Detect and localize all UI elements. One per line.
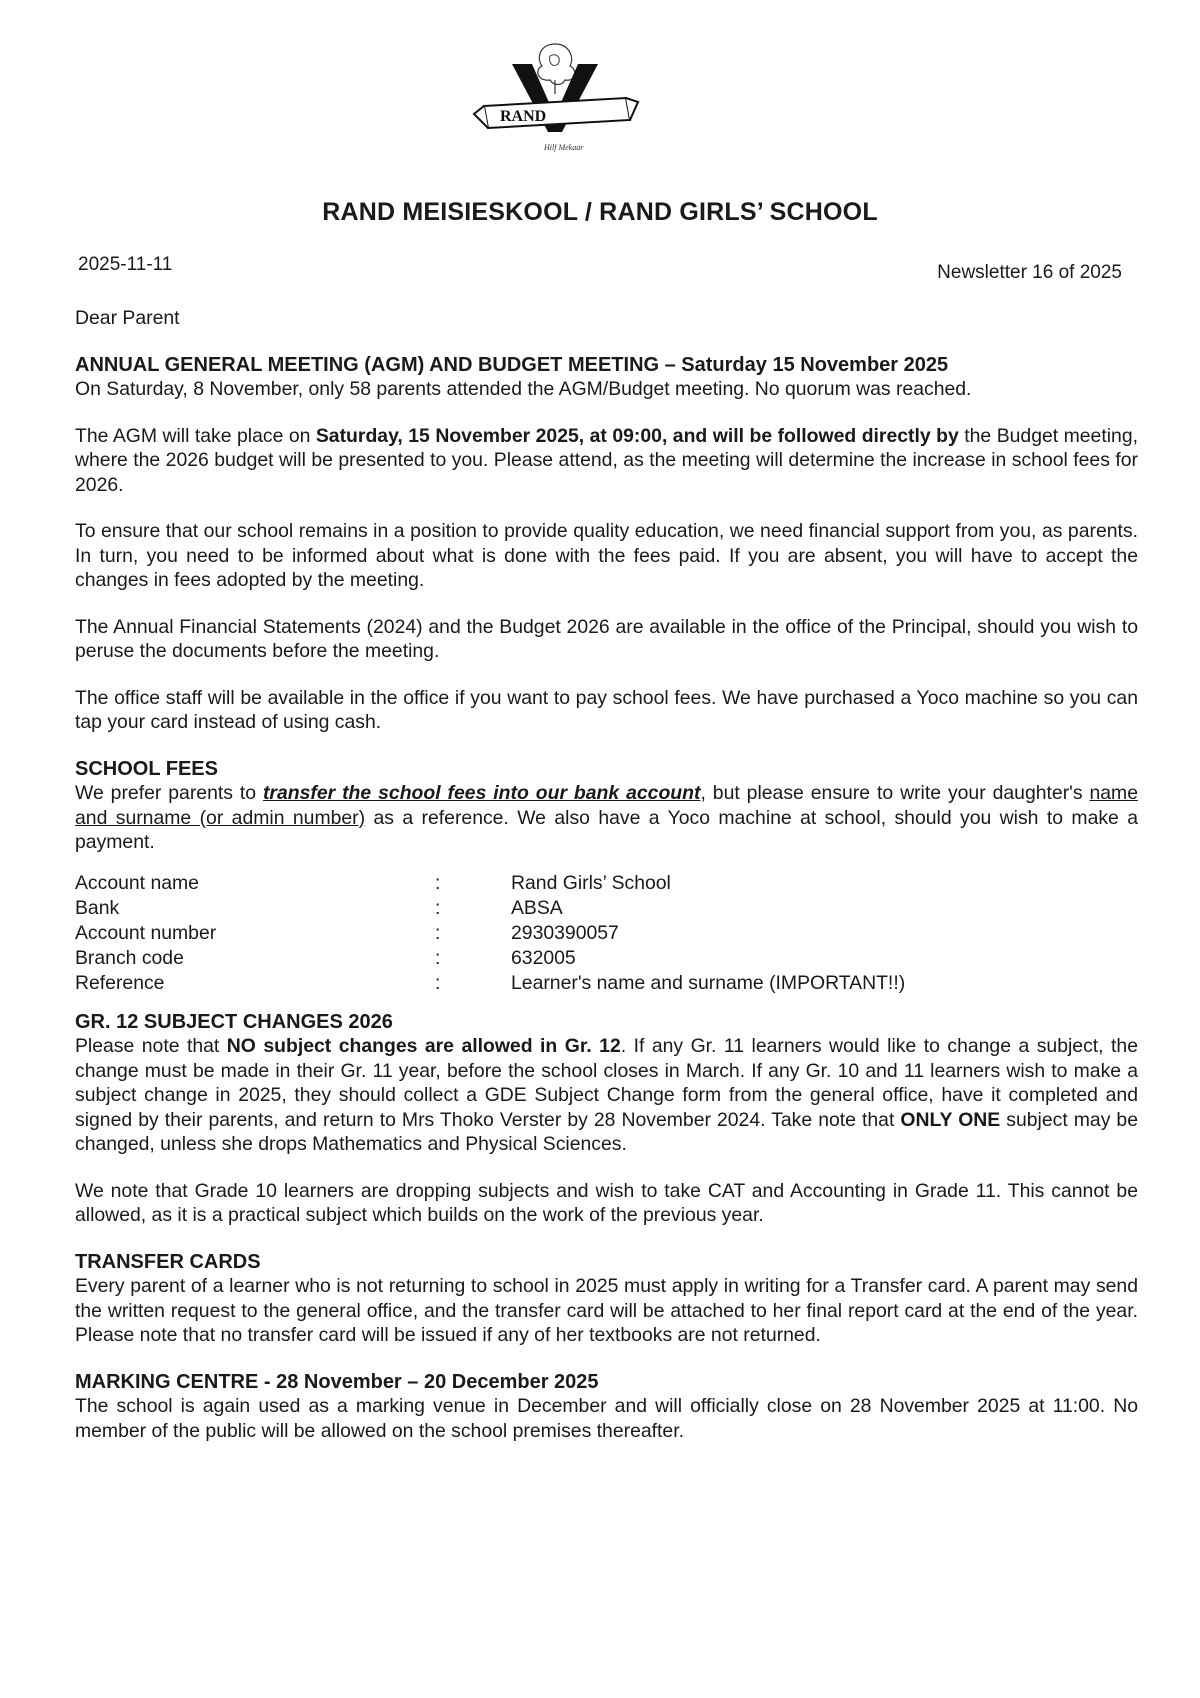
bank-separator: : (435, 871, 441, 894)
gr12-bold-no-changes: NO subject changes are allowed in Gr. 12 (226, 1035, 621, 1057)
bank-value: Rand Girls’ School (511, 871, 671, 894)
bank-separator: : (435, 896, 441, 919)
gr12-paragraph-2: We note that Grade 10 learners are dropping subjects and wish to take CAT and Accounting in Grade 11. This cannot be allowed, as it is a practical subject which builds on the work of the previous year. (75, 1179, 1138, 1226)
agm-p2-text-c: the Budget meeting, where the 2026 budget will be presented to you. Please attend, as the meeting will determine the increase in school fees for 2026. (75, 424, 1138, 496)
bank-separator: : (435, 971, 441, 994)
newsletter-body (75, 306, 1138, 1443)
bank-label: Account number (75, 921, 217, 944)
bank-details-table (75, 871, 905, 996)
agm-paragraph-1: On Saturday, 8 November, only 58 parents attended the AGM/Budget meeting. No quorum was reached. (75, 378, 972, 400)
gr12-text-e: subject may be changed, unless she drops Mathematics and Physical Sciences. (75, 1108, 1139, 1155)
table-row (75, 971, 905, 996)
gr12-bold-only-one: ONLY ONE (900, 1108, 1001, 1131)
agm-p2-text-a: The AGM will take place on (75, 424, 316, 447)
bank-value: 632005 (511, 946, 576, 969)
gr12-paragraph-1 (75, 1034, 1138, 1157)
bank-label: Reference (75, 971, 165, 994)
agm-paragraph-4: The Annual Financial Statements (2024) and the Budget 2026 are available in the office of the Principal, should you wish to peruse the documents before the meeting. (75, 615, 1138, 662)
gr12-text-c: . If any Gr. 11 learners would like to change a subject, the change must be made in their Gr. 11 year, before the school closes in March. If any Gr. 10 and 11 learners wish to make a subject change in 2025, they should collect a GDE Subject Change form from the general office, have it completed and signed by their parents, and return to Mrs Thoko Verster by 28 November 2024. Take note that (75, 1035, 1138, 1131)
logo-motto: Hilf Mekaar (544, 143, 584, 152)
bank-label: Bank (75, 896, 120, 919)
bank-value: Learner's name and surname (IMPORTANT!!) (511, 971, 906, 994)
newsletter-date: 2025-11-11 (78, 254, 173, 275)
table-row (75, 946, 905, 971)
bank-value: 2930390057 (511, 921, 619, 944)
bank-label: Branch code (75, 946, 184, 969)
table-row (75, 896, 905, 921)
marking-centre-heading: MARKING CENTRE - 28 November – 20 December 2025 (75, 1370, 599, 1393)
agm-heading: ANNUAL GENERAL MEETING (AGM) AND BUDGET MEETING – Saturday 15 November 2025 (75, 353, 949, 376)
transfer-cards-heading: TRANSFER CARDS (75, 1250, 261, 1273)
transfer-cards-paragraph: Every parent of a learner who is not returning to school in 2025 must apply in writing for a Transfer card. A parent may send the written request to the general office, and the transfer card will be attached to her final report card at the end of the year. Please note that no transfer card will be issued if any of her textbooks are not returned. (75, 1275, 1138, 1346)
agm-p2-bold: Saturday, 15 November 2025, at 09:00, and will be followed directly by (315, 424, 959, 447)
bank-separator: : (435, 946, 441, 969)
fees-bank-transfer-emphasis: transfer the school fees into our bank account (262, 782, 701, 804)
school-fees-paragraph (75, 781, 1138, 855)
agm-paragraph-2 (75, 424, 1138, 498)
fees-text-e: as a reference. We also have a Yoco machine at school, should you wish to make a payment. (75, 806, 1139, 853)
table-row (75, 921, 905, 946)
agm-paragraph-3: To ensure that our school remains in a position to provide quality education, we need financial support from you, as parents. In turn, you need to be informed about what is done with the fees paid. If you are absent, you will have to accept the changes in fees adopted by the meeting. (75, 520, 1138, 591)
marking-centre-paragraph: The school is again used as a marking venue in December and will officially close on 28 November 2025 at 11:00. No member of the public will be allowed on the school premises thereafter. (75, 1395, 1138, 1442)
school-name-title: RAND MEISIESKOOL / RAND GIRLS’ SCHOOL (322, 198, 878, 226)
gr12-heading: GR. 12 SUBJECT CHANGES 2026 (75, 1010, 393, 1033)
fees-text-c: , but please ensure to write your daughter's (700, 782, 1090, 804)
school-crest-logo (470, 36, 640, 166)
fees-reference-emphasis: name and surname (or admin number) (75, 782, 1138, 829)
bank-label: Account name (75, 871, 199, 894)
newsletter-number: Newsletter 16 of 2025 (937, 262, 1122, 283)
greeting: Dear Parent (75, 307, 180, 329)
bank-separator: : (435, 921, 441, 944)
fees-text-a: We prefer parents to (75, 782, 263, 804)
logo-text: RAND (500, 108, 547, 125)
gr12-text-a: Please note that (75, 1035, 227, 1057)
agm-paragraph-5: The office staff will be available in the office if you want to pay school fees. We have purchased a Yoco machine so you can tap your card instead of using cash. (75, 686, 1138, 733)
bank-value: ABSA (511, 896, 563, 919)
table-row (75, 871, 905, 896)
school-fees-heading: SCHOOL FEES (75, 757, 218, 780)
